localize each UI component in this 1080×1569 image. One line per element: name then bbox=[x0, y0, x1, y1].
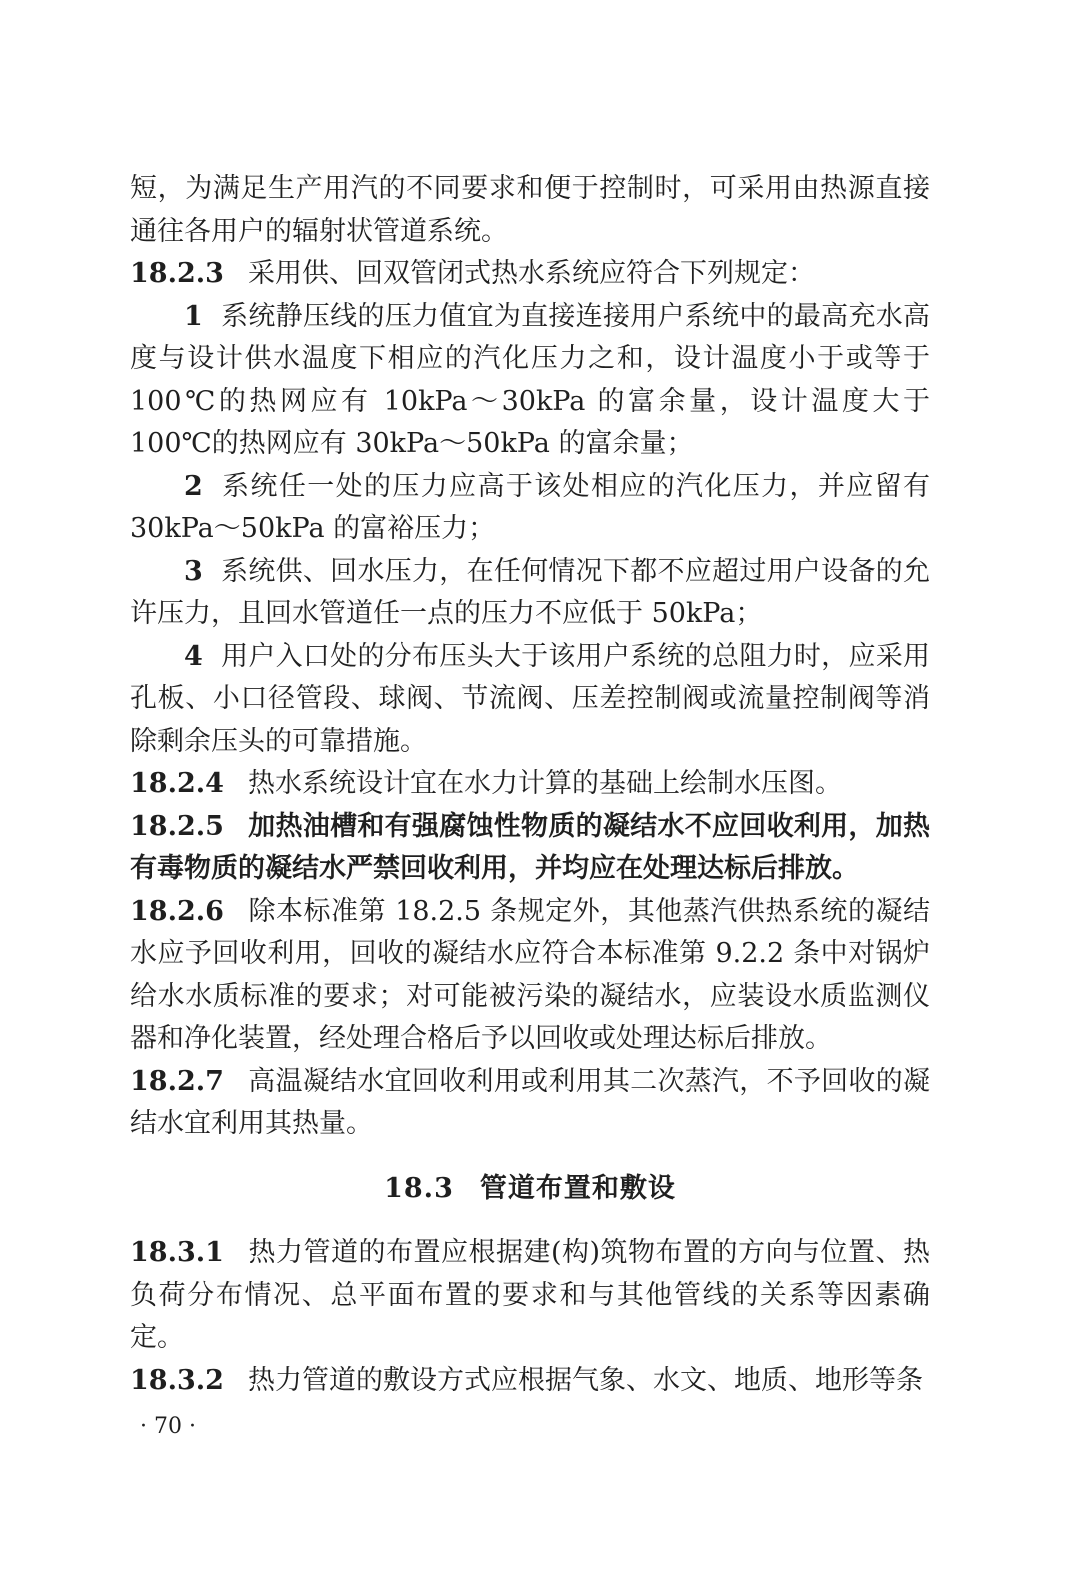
list-item-1 bbox=[130, 296, 930, 466]
body-text bbox=[130, 168, 930, 1402]
item-text: 用户入口处的分布压头大于该用户系统的总阻力时，应采用孔板、小口径管段、球阀、节流阀、压差控制阀或流量控制阀等消除剩余压头的可靠措施。 bbox=[130, 640, 930, 757]
clause-number: 18.2.7 bbox=[130, 1065, 224, 1097]
clause-text: 除本标准第 18.2.5 条规定外，其他蒸汽供热系统的凝结水应予回收利用，回收的凝结水应符合本标准第 9.2.2 条中对锅炉给水水质标准的要求；对可能被污染的凝结水，应装设水质监测仪器和净化装置，经处理合格后予以回收或处理达标后排放。 bbox=[130, 895, 930, 1054]
clause-number: 18.2.3 bbox=[130, 258, 224, 289]
item-text: 系统静压线的压力值宜为直接连接用户系统中的最高充水高度与设计供水温度下相应的汽化压力之和，设计温度小于或等于 100℃的热网应有 10kPa～30kPa 的富余量，设计温度大于 100℃的热网应有 30kPa～50kPa 的富余量； bbox=[130, 300, 930, 459]
clause-text-bold: 加热油槽和有强腐蚀性物质的凝结水不应回收利用，加热有毒物质的凝结水严禁回收利用，并均应在处理达标后排放。 bbox=[130, 810, 930, 884]
clause-number: 18.3.1 bbox=[130, 1237, 224, 1268]
item-text: 系统任一处的压力应高于该处相应的汽化压力，并应留有 30kPa～50kPa 的富裕压力； bbox=[130, 470, 930, 544]
list-item-4 bbox=[130, 636, 930, 764]
list-item-3 bbox=[130, 551, 930, 636]
item-number: 4 bbox=[184, 640, 203, 672]
page-number: · 70 · bbox=[140, 1414, 196, 1439]
clause-text: 热力管道的布置应根据建(构)筑物布置的方向与位置、热负荷分布情况、总平面布置的要求和与其他管线的关系等因素确定。 bbox=[130, 1237, 930, 1353]
clause-18-2-5 bbox=[130, 806, 930, 891]
clause-number: 18.2.4 bbox=[130, 768, 224, 799]
clause-18-3-2 bbox=[130, 1360, 930, 1403]
item-text: 系统供、回水压力，在任何情况下都不应超过用户设备的允许压力，且回水管道任一点的压力不应低于 50kPa； bbox=[130, 555, 930, 629]
clause-18-2-7 bbox=[130, 1061, 930, 1146]
clause-18-2-3 bbox=[130, 253, 930, 296]
clause-text: 热力管道的敷设方式应根据气象、水文、地质、地形等条 bbox=[247, 1364, 923, 1396]
paragraph-intro: 短，为满足生产用汽的不同要求和便于控制时，可采用由热源直接通往各用户的辐射状管道系统。 bbox=[130, 173, 930, 247]
clause-18-3-1 bbox=[130, 1232, 930, 1360]
clause-18-2-6 bbox=[130, 891, 930, 1061]
clause-18-2-4 bbox=[130, 763, 930, 806]
item-number: 1 bbox=[184, 300, 203, 332]
section-heading bbox=[130, 1168, 930, 1211]
section-number: 18.3 bbox=[384, 1172, 454, 1204]
list-item-2 bbox=[130, 466, 930, 551]
item-number: 2 bbox=[184, 470, 203, 502]
item-number: 3 bbox=[184, 555, 203, 587]
section-title-text: 管道布置和敷设 bbox=[479, 1172, 676, 1204]
clause-text: 采用供、回双管闭式热水系统应符合下列规定： bbox=[247, 258, 815, 289]
clause-text: 高温凝结水宜回收利用或利用其二次蒸汽，不予回收的凝结水宜利用其热量。 bbox=[130, 1065, 930, 1139]
clause-number: 18.3.2 bbox=[130, 1364, 224, 1396]
clause-number: 18.2.5 bbox=[130, 810, 224, 842]
clause-number: 18.2.6 bbox=[130, 895, 224, 927]
clause-text: 热水系统设计宜在水力计算的基础上绘制水压图。 bbox=[247, 768, 842, 799]
